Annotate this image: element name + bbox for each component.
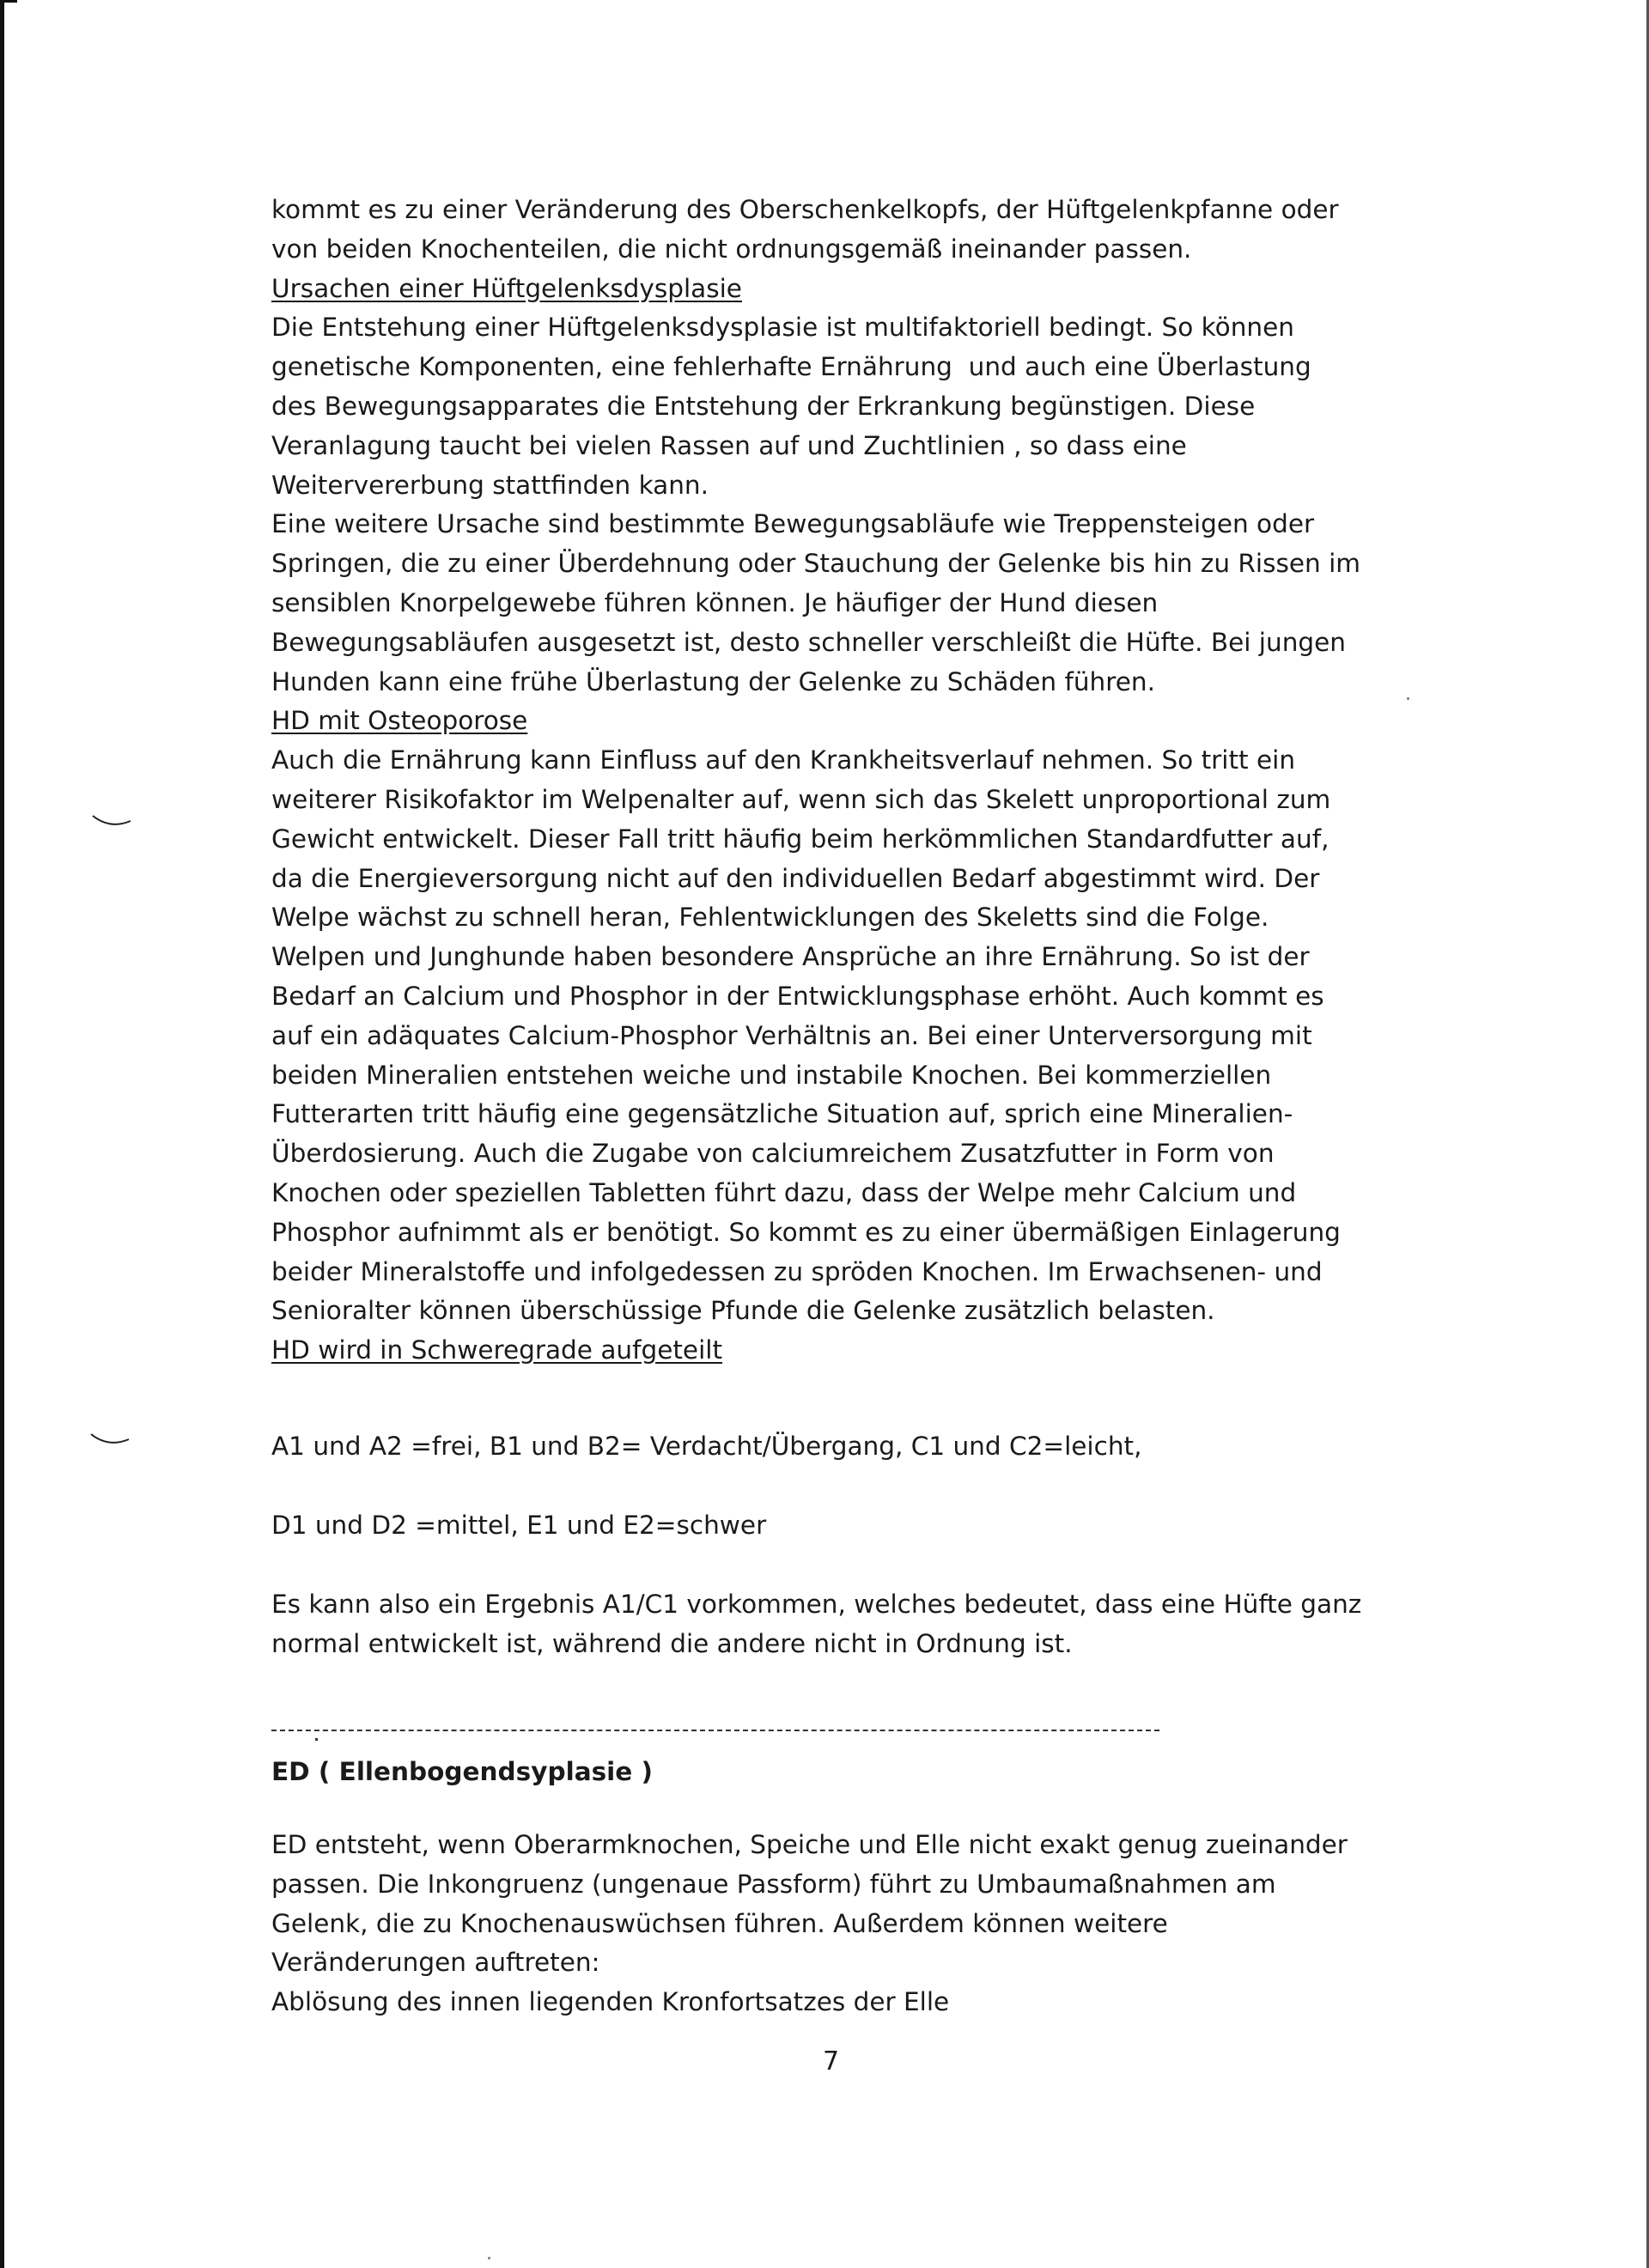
scan-edge-left xyxy=(0,0,4,2268)
text-line: Gelenk, die zu Knochenauswüchsen führen. Außerdem können weitere xyxy=(271,1908,1168,1938)
text-line: Hunden kann eine frühe Überlastung der Gelenke zu Schäden führen. xyxy=(271,666,1155,696)
dashed-separator xyxy=(271,1730,1159,1731)
text-line: ED entsteht, wenn Oberarmknochen, Speiche und Elle nicht exakt genug zueinander xyxy=(271,1830,1348,1859)
text-line: beider Mineralstoffe und infolgedessen zu spröden Knochen. Im Erwachsenen- und xyxy=(271,1256,1323,1286)
text-line: Welpen und Junghunde haben besondere Ansprüche an ihre Ernährung. So ist der xyxy=(271,942,1310,972)
scan-speck xyxy=(488,2257,490,2259)
margin-pen-mark xyxy=(89,1432,131,1446)
text-line: weiterer Risikofaktor im Welpenalter auf, wenn sich das Skelett unproportional zum xyxy=(271,784,1331,814)
text-line: kommt es zu einer Veränderung des Oberschenkelkopfs, der Hüftgelenkpfanne oder xyxy=(271,195,1339,224)
text-line: Überdosierung. Auch die Zugabe von calciumreichem Zusatzfutter in Form von xyxy=(271,1139,1275,1169)
text-line: Welpe wächst zu schnell heran, Fehlentwicklungen des Skeletts sind die Folge. xyxy=(271,903,1269,933)
section-heading-causes: Ursachen einer Hüftgelenksdysplasie xyxy=(271,273,742,303)
text-line: auf ein adäquates Calcium-Phosphor Verhältnis an. Bei einer Unterversorgung mit xyxy=(271,1020,1312,1050)
text-line: sensiblen Knorpelgewebe führen können. Je häufiger der Hund diesen xyxy=(271,587,1159,617)
text-line: Veranlagung taucht bei vielen Rassen auf und Zuchtlinien , so dass eine xyxy=(271,430,1187,460)
text-line: Eine weitere Ursache sind bestimmte Bewegungsabläufe wie Treppensteigen oder xyxy=(271,509,1315,539)
result-paragraph xyxy=(271,1585,1422,1664)
text-line: Auch die Ernährung kann Einfluss auf den Krankheitsverlauf nehmen. So tritt ein xyxy=(271,745,1296,775)
text-line: des Bewegungsapparates die Entstehung der Erkrankung begünstigen. Diese xyxy=(271,391,1256,421)
text-line: beiden Mineralien entstehen weiche und instabile Knochen. Bei kommerziellen xyxy=(271,1060,1272,1090)
text-line: Futterarten tritt häufig eine gegensätzliche Situation auf, sprich eine Mineralien- xyxy=(271,1099,1293,1129)
text-line: Bewegungsabläufen ausgesetzt ist, desto schneller verschleißt die Hüfte. Bei jungen xyxy=(271,627,1346,657)
page-number: 7 xyxy=(823,2046,840,2076)
grades-line-1: A1 und A2 =frei, B1 und B2= Verdacht/Übergang, C1 und C2=leicht, xyxy=(271,1432,1142,1461)
section-heading-grades: HD wird in Schweregrade aufgeteilt xyxy=(271,1335,723,1365)
text-line: Springen, die zu einer Überdehnung oder Stauchung der Gelenke bis hin zu Rissen im xyxy=(271,549,1361,579)
text-line: Es kann also ein Ergebnis A1/C1 vorkommen, welches bedeutet, dass eine Hüfte ganz xyxy=(271,1590,1362,1619)
section-heading-osteoporose: HD mit Osteoporose xyxy=(271,706,528,736)
scan-edge-top xyxy=(0,0,17,3)
text-line: Die Entstehung einer Hüftgelenksdysplasie ist multifaktoriell bedingt. So können xyxy=(271,313,1294,343)
text-line: von beiden Knochenteilen, die nicht ordnungsgemäß ineinander passen. xyxy=(271,234,1192,264)
text-line: Gewicht entwickelt. Dieser Fall tritt häufig beim herkömmlichen Standardfutter auf, xyxy=(271,824,1330,854)
separator-dot xyxy=(315,1738,318,1741)
hd-paragraph xyxy=(271,191,1422,1371)
text-line: Ablösung des innen liegenden Kronfortsatzes der Elle xyxy=(271,1987,950,2017)
grades-line-2: D1 und D2 =mittel, E1 und E2=schwer xyxy=(271,1511,767,1540)
text-line: Veränderungen auftreten: xyxy=(271,1948,600,1978)
text-line: Senioralter können überschüssige Pfunde die Gelenke zusätzlich belasten. xyxy=(271,1296,1215,1326)
text-line: Phosphor aufnimmt als er benötigt. So kommt es zu einer übermäßigen Einlagerung xyxy=(271,1217,1341,1247)
text-line: da die Energieversorgung nicht auf den individuellen Bedarf abgestimmt wird. Der xyxy=(271,863,1320,893)
text-line: genetische Komponenten, eine fehlerhafte Ernährung und auch eine Überlastung xyxy=(271,352,1311,382)
text-line: Weitervererbung stattfinden kann. xyxy=(271,470,709,500)
text-line: passen. Die Inkongruenz (ungenaue Passform) führt zu Umbaumaßnahmen am xyxy=(271,1869,1276,1899)
ed-paragraph xyxy=(271,1826,1422,2022)
text-line: normal entwickelt ist, während die andere nicht in Ordnung ist. xyxy=(271,1628,1073,1658)
text-line: Knochen oder speziellen Tabletten führt dazu, dass der Welpe mehr Calcium und xyxy=(271,1177,1297,1207)
text-line: Bedarf an Calcium und Phosphor in der Entwicklungsphase erhöht. Auch kommt es xyxy=(271,981,1324,1011)
margin-pen-mark xyxy=(91,814,132,828)
ed-heading: ED ( Ellenbogendsyplasie ) xyxy=(271,1757,654,1786)
